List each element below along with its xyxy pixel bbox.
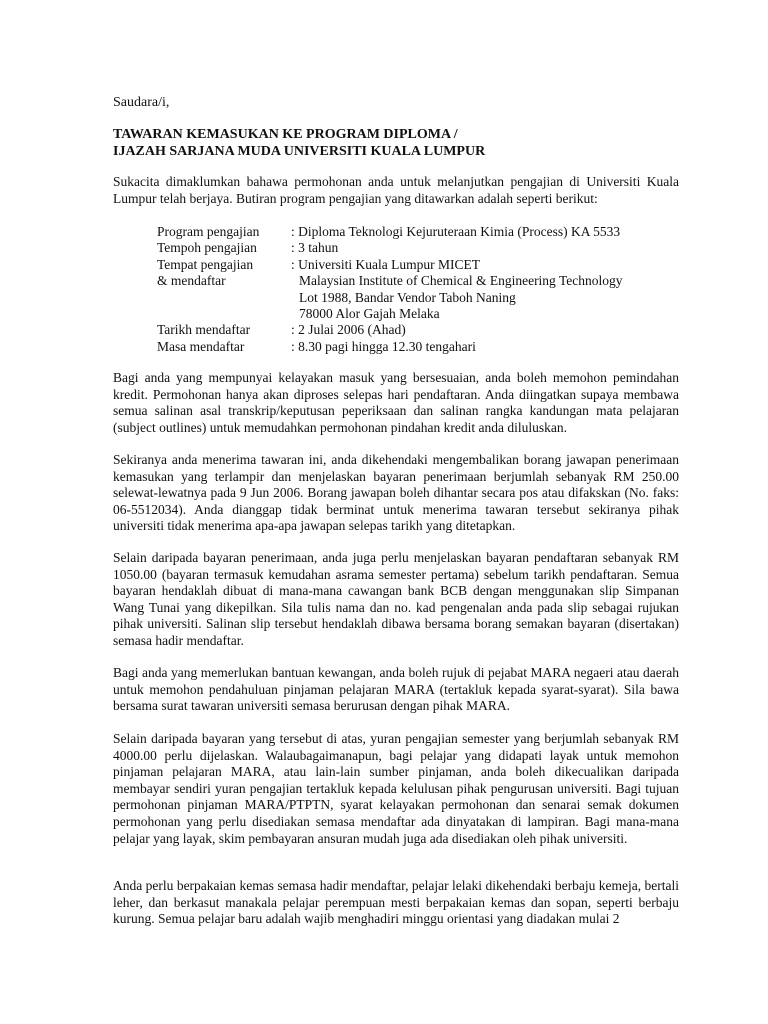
title-line-1: TAWARAN KEMASUKAN KE PROGRAM DIPLOMA / <box>113 127 458 142</box>
detail-register: & mendaftar Malaysian Institute of Chemical & Engineering Technology <box>157 273 623 289</box>
program-details <box>157 224 622 355</box>
paragraph-semester-fee: Selain daripada bayaran yang tersebut di atas, yuran pengajian semester yang berjumlah sebanyak RM 4000.00 perlu dijelaskan. Walaubagaimanapun, bagi pelajar yang didapati layak untuk memohon pinjaman pelajaran MARA, atau lain-lain sumber pinjaman, anda boleh dikecualikan daripada membayar sendiri yuran pengajian tertakluk kepada kelulusan pihak pengurusan universiti. Bagi tujuan permohonan pinjaman MARA/PTPTN, syarat kelayakan permohonan dan senarai semak dokumen permohonan yang perlu disediakan semasa mendaftar ada dinyatakan di lampiran. Bagi mana-mana pelajar yang layak, skim pembayaran ansuran mudah juga ada disediakan oleh pihak universiti. <box>113 731 679 846</box>
paragraph-dress-code: Anda perlu berpakaian kemas semasa hadir mendaftar, pelajar lelaki dikehendaki berbaju kemeja, bertali leher, dan berkasut manakala pelajar perempuan mesti berpakaian kemas dan sopan, seperti berbaju kurung. Semua pelajar baru adalah wajib menghadiri minggu orientasi yang diadakan mulai 2 <box>113 878 679 927</box>
detail-date: Tarikh mendaftar : 2 Julai 2006 (Ahad) <box>157 322 406 338</box>
paragraph-acceptance: Sekiranya anda menerima tawaran ini, anda dikehendaki mengembalikan borang jawapan penerimaan kemasukan yang terlampir dan menjelaskan bayaran penerimaan berjumlah sebanyak RM 250.00 selewat-lewatnya pada 9 Jun 2006. Borang jawapan boleh dihantar secara pos atau difakskan (No. faks: 06-5512034). Anda dianggap tidak berminat untuk menerima tawaran tersebut sekiranya pihak universiti tidak menerima apa-apa jawapan selepas tarikh yang ditetapkan. <box>113 452 679 534</box>
detail-program: Program pengajian : Diploma Teknologi Kejuruteraan Kimia (Process) KA 5533 <box>157 224 621 239</box>
paragraph-credit-transfer: Bagi anda yang mempunyai kelayakan masuk yang bersesuaian, anda boleh memohon pemindahan kredit. Permohonan hanya akan diproses selepas hari pendaftaran. Anda diingatkan supaya membawa semua salinan asal transkrip/keputusan peperiksaan dan salinan rangka kandungan mata pelajaran (subject outlines) untuk memudahkan permohonan pindahan kredit anda diluluskan. <box>113 370 679 435</box>
letter-title <box>113 126 485 160</box>
title-line-2: IJAZAH SARJANA MUDA UNIVERSITI KUALA LUMPUR <box>113 144 486 159</box>
address-line-3: 78000 Alor Gajah Melaka <box>299 306 440 322</box>
salutation: Saudara/i, <box>113 95 170 110</box>
detail-duration: Tempoh pengajian : 3 tahun <box>157 240 339 256</box>
paragraph-registration-fee: Selain daripada bayaran penerimaan, anda juga perlu menjelaskan bayaran pendaftaran sebanyak RM 1050.00 (bayaran termasuk kemudahan asrama semester pertama) sebelum tarikh pendaftaran. Semua bayaran hendaklah dibuat di mana-mana cawangan bank BCB dengan menggunakan slip Simpanan Wang Tunai yang dikepilkan. Sila tulis nama dan no. kad pengenalan anda pada slip sebagai rujukan pihak universiti. Salinan slip tersebut hendaklah dibawa bersama borang semakan bayaran (disertakan) semasa hadir mendaftar. <box>113 550 679 648</box>
intro-paragraph: Sukacita dimaklumkan bahawa permohonan anda untuk melanjutkan pengajian di Universiti Kuala Lumpur telah berjaya. Butiran program pengajian yang ditawarkan adalah seperti berikut: <box>113 174 679 206</box>
address-line-2: Lot 1988, Bandar Vendor Taboh Naning <box>299 289 516 305</box>
paragraph-financial-aid: Bagi anda yang memerlukan bantuan kewangan, anda boleh rujuk di pejabat MARA negaeri atau daerah untuk memohon pendahuluan pinjaman pelajaran MARA (tertakluk kepada syarat-syarat). Sila bawa bersama surat tawaran universiti semasa berurusan dengan pihak MARA. <box>113 665 679 714</box>
detail-time: Masa mendaftar : 8.30 pagi hingga 12.30 tengahari <box>157 338 476 354</box>
detail-place: Tempat pengajian : Universiti Kuala Lumpur MICET <box>157 256 480 272</box>
